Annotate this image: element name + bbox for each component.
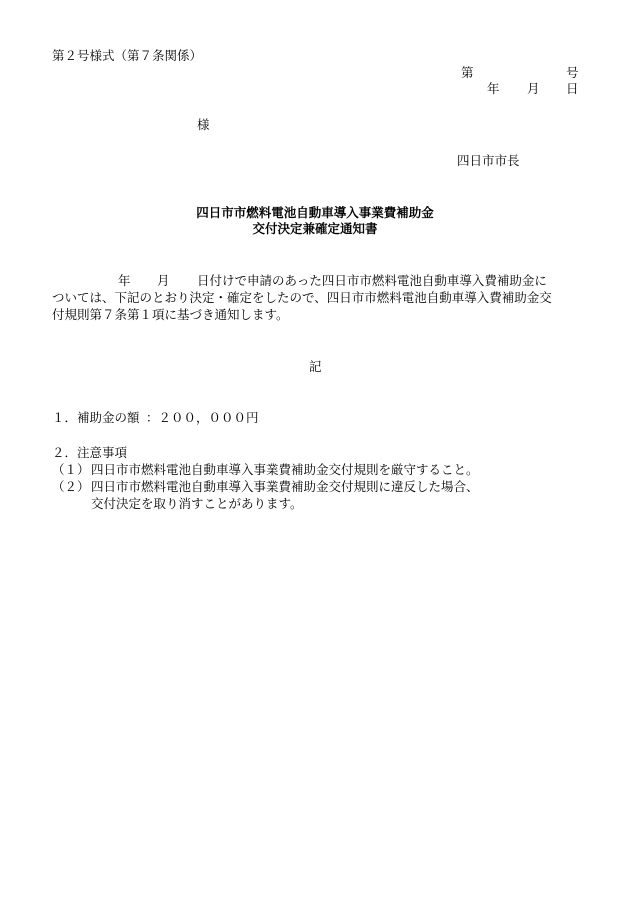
date-month-label: 月 (527, 81, 540, 96)
issuer-name: 四日市市長 (457, 153, 520, 168)
item2-label: ２．注意事項 (52, 445, 128, 460)
body-line3: 付規則第７条第１項に基づき通知します。 (52, 307, 289, 322)
item1-value: ：２００，０００円 (146, 410, 259, 425)
note2-number: （２） (52, 479, 90, 494)
document-title-line1: 四日市市燃料電池自動車導入事業費補助金 (196, 205, 434, 220)
date-year-label: 年 (487, 81, 500, 96)
body-line2: ついては、下記のとおり決定・確定をしたので、四日市市燃料電池自動車導入費補助金交 (52, 290, 552, 305)
note1-number: （１） (52, 462, 90, 477)
date-day-label: 日 (566, 81, 579, 96)
form-number: 第２号様式（第７条関係） (52, 48, 203, 63)
body-month-label: 月 (157, 273, 170, 288)
number-suffix: 号 (566, 65, 579, 80)
note2-continuation: 交付決定を取り消すことがあります。 (91, 496, 303, 511)
body-line1: 日付けで申請のあった四日市市燃料電池自動車導入費補助金に (197, 273, 547, 288)
document-title-line2: 交付決定兼確定通知書 (252, 221, 378, 236)
body-year-label: 年 (118, 273, 131, 288)
note2-text: 四日市市燃料電池自動車導入事業費補助金交付規則に違反した場合、 (91, 479, 479, 494)
addressee-honorific: 様 (197, 117, 210, 132)
item1-label: １．補助金の額 (52, 410, 140, 425)
note1-text: 四日市市燃料電池自動車導入事業費補助金交付規則を厳守すること。 (91, 462, 479, 477)
number-prefix: 第 (461, 65, 474, 80)
ki-marker: 記 (309, 359, 322, 374)
